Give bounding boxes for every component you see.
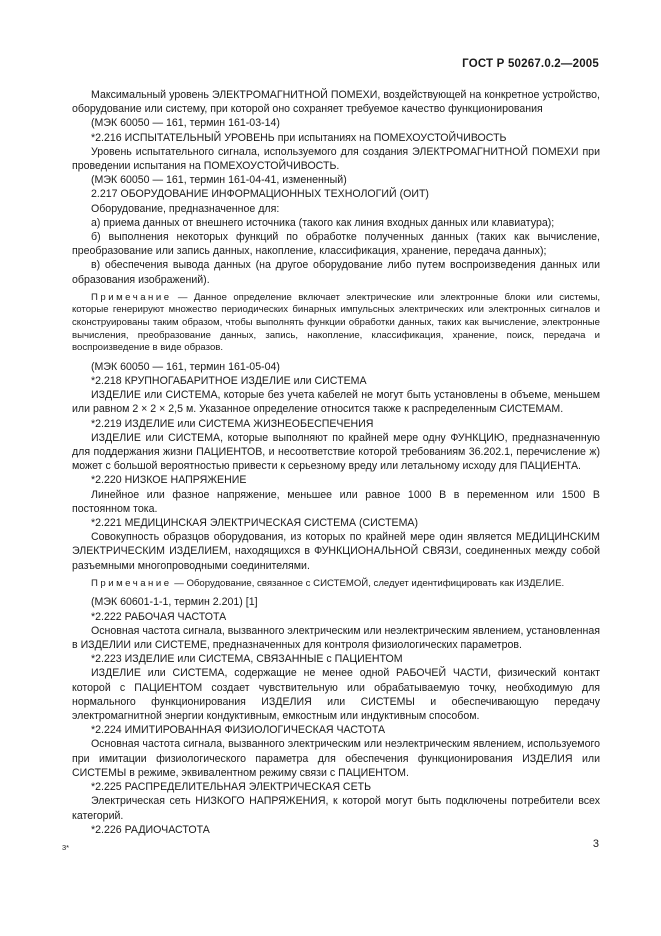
note-label: Примечание (91, 291, 172, 303)
list-item: б) выполнения некоторых функций по обработке полученных данных (таких как вычисление, преобразование или запись данных, накопление, классификация, хранение, передача данных); (72, 231, 600, 258)
term-heading: *2.223 ИЗДЕЛИЕ или СИСТЕМА, СВЯЗАННЫЕ с ПАЦИЕНТОМ (91, 653, 403, 666)
term-heading: *2.222 РАБОЧАЯ ЧАСТОТА (91, 610, 227, 623)
term-heading: *2.225 РАСПРЕДЕЛИТЕЛЬНАЯ ЭЛЕКТРИЧЕСКАЯ СЕТЬ (91, 781, 372, 794)
term-heading: *2.219 ИЗДЕЛИЕ или СИСТЕМА ЖИЗНЕОБЕСПЕЧЕНИЯ (91, 417, 374, 430)
note-text: — Данное определение включает электрические или электронные блоки или системы, которые генерируют множество периодических бинарных импульсных электрических или электронных сигналов и сконструированы таким образом, чтобы выполнять функции обработки данных, таких как вычисление, электронные вычисления, преобразование данных, запись, накопление, классификация, хранение, поиск, передача и воспроизведение в виде образов. (72, 291, 600, 354)
term-heading: *2.221 МЕДИЦИНСКАЯ ЭЛЕКТРИЧЕСКАЯ СИСТЕМА (СИСТЕМА) (91, 517, 419, 530)
note (72, 292, 600, 355)
paragraph: Совокупность образцов оборудования, из которых по крайней мере один является МЕДИЦИНСКИМ ЭЛЕКТРИЧЕСКИМ ИЗДЕЛИЕМ, находящихся в ФУНКЦИОНАЛЬНОЙ СВЯЗИ, соединенных между собой разъемными многопроводными соединителями. (72, 531, 600, 572)
term-heading: 2.217 ОБОРУДОВАНИЕ ИНФОРМАЦИОННЫХ ТЕХНОЛОГИЙ (ОИТ) (91, 188, 429, 201)
paragraph: Уровень испытательного сигнала, используемого для создания ЭЛЕКТРОМАГНИТНОЙ ПОМЕХИ при проведении испытания на ПОМЕХОУСТОЙЧИВОСТЬ. (72, 145, 600, 173)
note-text: — Оборудование, связанное с СИСТЕМОЙ, следует идентифицировать как ИЗДЕЛИЕ. (171, 577, 565, 589)
paragraph: ИЗДЕЛИЕ или СИСТЕМА, содержащие не менее одной РАБОЧЕЙ ЧАСТИ, физический контакт которой с ПАЦИЕНТОМ создает чувствительную или обрабатываемую точку, необходимую для нормального функционирования ИЗДЕЛИЯ или СИСТЕМЫ и обеспечивающую передачу электромагнитной энергии кондуктивным, емкостным или индуктивным способом. (72, 667, 600, 723)
note (72, 578, 600, 591)
paragraph: Основная частота сигнала, вызванного электрическим или неэлектрическим явлением, установленная в ИЗДЕЛИИ или СИСТЕМЕ, предназначенных для контроля физиологических параметров. (72, 624, 600, 652)
source-reference: (МЭК 60050 — 161, термин 161-03-14) (91, 117, 280, 130)
paragraph: ИЗДЕЛИЕ или СИСТЕМА, которые выполняют по крайней мере одну ФУНКЦИЮ, предназначенную для поддержания жизни ПАЦИЕНТОВ, и несоответствие которой требованиям 36.202.1, перечисление ж) может с большой вероятностью привести к серьезному вреду или летальному исходу для ПАЦИЕНТА. (72, 431, 600, 473)
paragraph: Основная частота сигнала, вызванного электрическим или неэлектрическим явлением, используемого при имитации физиологического параметра для обеспечения функционирования ИЗДЕЛИЯ или СИСТЕМЫ в режиме, эквивалентном режиму связи с ПАЦИЕНТОМ. (72, 738, 600, 779)
list-item: в) обеспечения вывода данных (на другое оборудование либо путем воспроизведения данных или образования изображений). (72, 259, 600, 286)
list-item: а) приема данных от внешнего источника (такого как линия входных данных или клавиатура); (91, 216, 555, 229)
document-body (72, 88, 600, 837)
source-reference: (МЭК 60050 — 161, термин 161-04-41, измененный) (91, 174, 347, 187)
source-reference: (МЭК 60050 — 161, термин 161-05-04) (91, 360, 280, 373)
paragraph: ИЗДЕЛИЕ или СИСТЕМА, которые без учета кабелей не могут быть установлены в объеме, меньшем или равном 2 × 2 × 2,5 м. Указанное определение относится также к распределенным СИСТЕМАМ. (72, 389, 600, 416)
term-heading: *2.216 ИСПЫТАТЕЛЬНЫЙ УРОВЕНЬ при испытаниях на ПОМЕХОУСТОЙЧИВОСТЬ (91, 131, 507, 144)
standard-header: ГОСТ Р 50267.0.2—2005 (462, 58, 599, 70)
paragraph: Электрическая сеть НИЗКОГО НАПРЯЖЕНИЯ, к которой могут быть подключены потребители всех категорий. (72, 795, 600, 822)
term-heading: *2.218 КРУПНОГАБАРИТНОЕ ИЗДЕЛИЕ или СИСТЕМА (91, 375, 367, 388)
note-label: Примечание (91, 577, 172, 589)
page-number: 3 (592, 838, 599, 850)
paragraph: Оборудование, предназначенное для: (91, 202, 280, 215)
paragraph: Максимальный уровень ЭЛЕКТРОМАГНИТНОЙ ПОМЕХИ, воздействующей на конкретное устройство, оборудование или систему, при которой оно сохраняет требуемое качество функционирования (72, 89, 600, 116)
term-heading: *2.220 НИЗКОЕ НАПРЯЖЕНИЕ (91, 474, 247, 487)
paragraph: Линейное или фазное напряжение, меньшее или равное 1000 В в переменном или 1500 В постоянном тока. (72, 488, 600, 515)
term-heading: *2.224 ИМИТИРОВАННАЯ ФИЗИОЛОГИЧЕСКАЯ ЧАСТОТА (91, 724, 386, 737)
sheet-mark: 3* (62, 843, 70, 852)
term-heading: *2.226 РАДИОЧАСТОТА (91, 823, 210, 836)
source-reference: (МЭК 60601-1-1, термин 2.201) [1] (91, 596, 258, 609)
